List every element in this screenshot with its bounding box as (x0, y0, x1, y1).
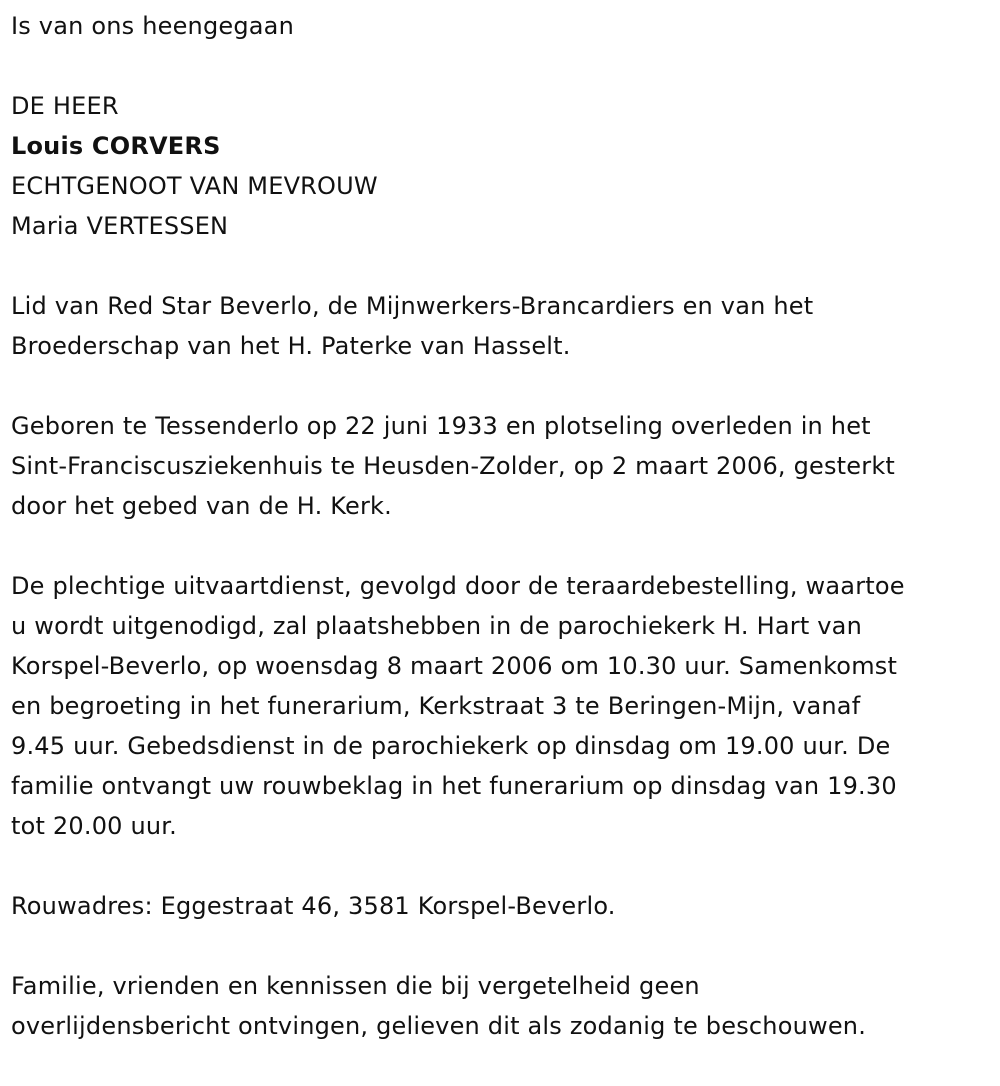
text-line: Familie, vrienden en kennissen die bij vergetelheid geen (11, 972, 700, 1000)
honorific: DE HEER (11, 92, 119, 120)
funeral-paragraph (11, 566, 996, 846)
text-line: u wordt uitgenodigd, zal plaatshebben in de parochiekerk H. Hart van (11, 612, 862, 640)
text-line: De plechtige uitvaartdienst, gevolgd door de teraardebestelling, waartoe (11, 572, 905, 600)
spacer (11, 846, 996, 886)
deceased-name: Louis CORVERS (11, 132, 221, 160)
text-line: overlijdensbericht ontvingen, gelieven dit als zodanig te beschouwen. (11, 1012, 867, 1040)
spouse-name: Maria VERTESSEN (11, 212, 229, 240)
text-line: 9.45 uur. Gebedsdienst in de parochiekerk op dinsdag om 19.00 uur. De (11, 732, 891, 760)
spacer (11, 366, 996, 406)
text-line: Lid van Red Star Beverlo, de Mijnwerkers-Brancardiers en van het (11, 292, 814, 320)
text-line: Korspel-Beverlo, op woensdag 8 maart 2006 om 10.30 uur. Samenkomst (11, 652, 898, 680)
spacer (11, 926, 996, 966)
text-line: en begroeting in het funerarium, Kerkstraat 3 te Beringen-Mijn, vanaf (11, 692, 861, 720)
text-line: tot 20.00 uur. (11, 812, 177, 840)
birth-death-paragraph (11, 406, 996, 526)
text-line: door het gebed van de H. Kerk. (11, 492, 392, 520)
text-line: Geboren te Tessenderlo op 22 juni 1933 en plotseling overleden in het (11, 412, 871, 440)
membership-paragraph (11, 286, 996, 366)
closing-paragraph (11, 966, 996, 1046)
mourning-address: Rouwadres: Eggestraat 46, 3581 Korspel-Beverlo. (11, 892, 616, 920)
spacer (11, 46, 996, 86)
text-line: Sint-Franciscusziekenhuis te Heusden-Zolder, op 2 maart 2006, gesterkt (11, 452, 896, 480)
spouse-label: ECHTGENOOT VAN MEVROUW (11, 172, 378, 200)
text-line: familie ontvangt uw rouwbeklag in het funerarium op dinsdag van 19.30 (11, 772, 897, 800)
obituary-notice (11, 6, 996, 1046)
spacer (11, 526, 996, 566)
intro-text: Is van ons heengegaan (11, 12, 295, 40)
text-line: Broederschap van het H. Paterke van Hasselt. (11, 332, 571, 360)
spacer (11, 246, 996, 286)
